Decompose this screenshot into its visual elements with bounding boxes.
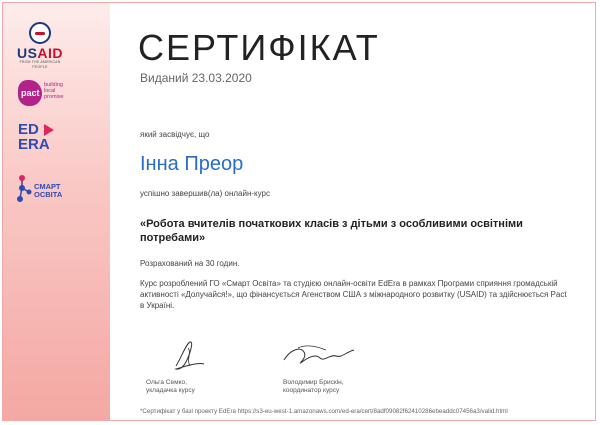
molecule-icon — [16, 174, 36, 204]
signature-semko — [146, 336, 246, 376]
signer-name: Ольга Семко, — [146, 379, 187, 386]
verification-footnote: *Сертифікат у базі проекту EdEra https://s3-eu-west-1.amazonaws.com/ed-era/cert/8adf09082f62410286ebeaddc07456a3/valid.html — [140, 408, 508, 415]
recipient-name: Інна Преор — [140, 153, 244, 175]
course-hours: Розрахований на 30 годин. — [140, 259, 240, 268]
pact-wordmark: pact — [21, 88, 40, 98]
edera-line2: ERA — [18, 136, 50, 153]
signature-bryskin — [276, 340, 376, 376]
smart-osvita-wordmark: СМАРТ ОСВІТА — [34, 182, 63, 199]
course-title: «Робота вчителів початкових класів з дітьми з особливими освітніми потребами» — [140, 218, 523, 244]
course-description: Курс розроблений ГО «Смарт Освіта» та студією онлайн-освіти EdEra в рамках Програми сприяння громадській активності «Долучайся!», що фінансується Агенством США з міжнародного розвитку (USAID) та здійснюється Pact в Україні. — [140, 279, 567, 310]
usaid-logo — [14, 22, 66, 70]
usaid-tagline: FROM THE AMERICAN PEOPLE — [19, 60, 61, 69]
signer-semko — [146, 379, 195, 395]
usaid-seal-icon — [29, 22, 51, 44]
signer-name: Володимир Брискін, — [283, 379, 344, 386]
certificate-title: СЕРТИФІКАТ — [138, 27, 380, 68]
smart-osvita-logo — [16, 174, 86, 210]
edera-logo — [18, 122, 78, 156]
pact-logo — [18, 80, 78, 112]
edera-line1: ED — [18, 121, 39, 138]
edera-flag-icon — [44, 124, 54, 136]
issue-date: Виданий 23.03.2020 — [140, 71, 252, 85]
signer-role: координатор курсу — [283, 387, 340, 394]
usaid-wordmark: USAID — [16, 45, 64, 61]
completion-text: успішно завершив(ла) онлайн-курс — [140, 189, 270, 198]
pact-tagline: building local promise — [44, 82, 64, 100]
attest-text: який засвідчує, що — [140, 130, 210, 139]
pact-blob-icon — [18, 80, 42, 106]
signer-role: укладачка курсу — [146, 387, 195, 394]
signer-bryskin — [283, 379, 344, 395]
